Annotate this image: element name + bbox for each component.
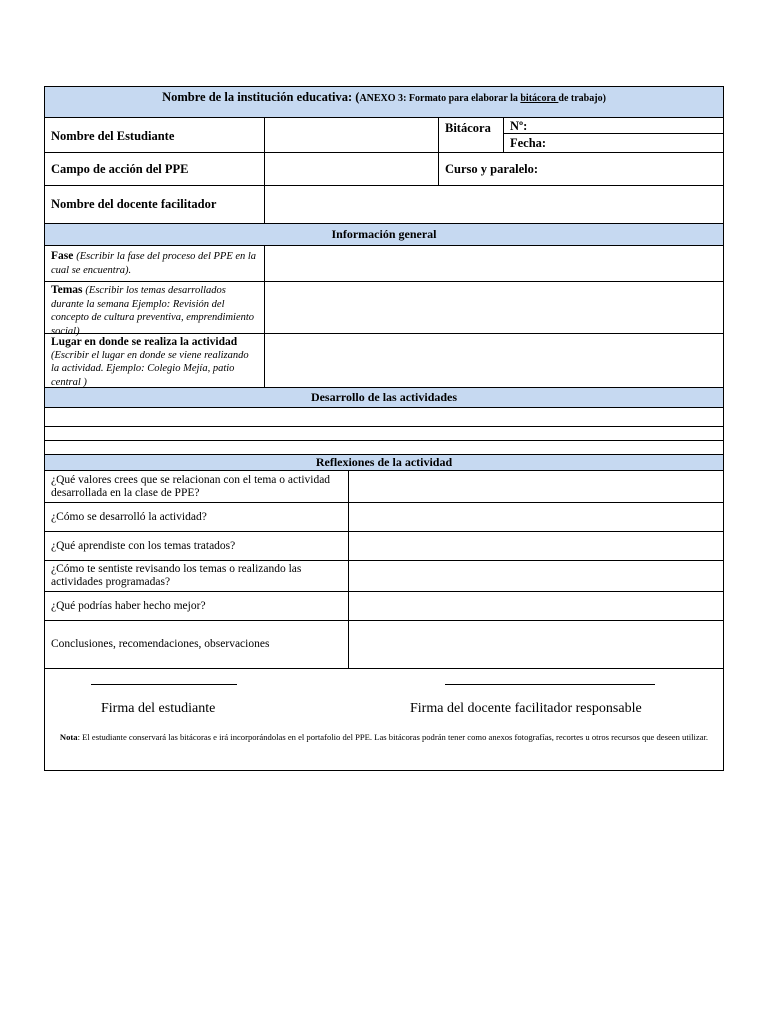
desarrollo-line-3[interactable] <box>45 441 723 455</box>
fase-row <box>45 246 723 282</box>
student-signature-line[interactable] <box>91 684 237 685</box>
answer-sentiste[interactable] <box>348 561 723 591</box>
info-title: Información general <box>331 227 437 241</box>
campo-label: Campo de acción del PPE <box>51 161 189 176</box>
answer-como-desarrollo[interactable] <box>348 503 723 531</box>
bitacora-date-field[interactable]: Fecha: <box>510 136 547 150</box>
question-mejor: ¿Qué podrías haber hecho mejor? <box>51 599 206 612</box>
desarrollo-title: Desarrollo de las actividades <box>310 390 458 404</box>
answer-aprendiste[interactable] <box>348 532 723 560</box>
question-sentiste: ¿Cómo te sentiste revisando los temas o realizando las actividades programadas? <box>51 563 302 588</box>
temas-row <box>45 282 723 337</box>
reflexion-row <box>45 532 723 561</box>
teacher-signature-label: Firma del docente facilitador responsable <box>410 701 642 716</box>
student-signature-label: Firma del estudiante <box>101 701 216 716</box>
fase-label: Fase (Escribir la fase del proceso del PPE en la cual se encuentra). <box>51 250 257 276</box>
desarrollo-line-1[interactable] <box>45 408 723 427</box>
lugar-label: Lugar en donde se realiza la actividad (Escribir el lugar en donde se viene realizando la actividad. Ejemplo: Colegio Mejía, patio central ) <box>51 336 249 388</box>
teacher-signature-line[interactable] <box>445 684 655 685</box>
student-name-field[interactable] <box>264 118 438 152</box>
bitacora-form <box>44 86 724 771</box>
fase-hint: (Escribir la fase del proceso del PPE en la cual se encuentra). <box>51 251 257 276</box>
answer-mejor[interactable] <box>348 592 723 620</box>
temas-hint: (Escribir los temas desarrollados durante la semana Ejemplo: Revisión del concepto de cultura preventiva, emprendimiento social) <box>51 285 255 337</box>
reflexion-row <box>45 621 723 669</box>
curso-field[interactable]: Curso y paralelo: <box>438 153 723 185</box>
reflexion-row <box>45 561 723 592</box>
nota-text: Nota: El estudiante conservará las bitácoras e irá incorporándolas en el portafolio del PPE. Las bitácoras podrán tener como anexos fotografías, recortes u otros recursos que deseen utilizar. <box>59 732 709 742</box>
docente-field[interactable] <box>264 186 723 223</box>
reflexion-row <box>45 503 723 532</box>
signature-section <box>45 669 723 771</box>
answer-conclusiones[interactable] <box>348 621 723 668</box>
student-row <box>45 118 723 153</box>
annex-label: ANEXO 3 <box>359 93 404 104</box>
institution-label: Nombre de la institución educativa: ( <box>162 90 360 104</box>
temas-field[interactable] <box>264 282 723 333</box>
docente-label: Nombre del docente facilitador <box>51 197 217 211</box>
question-valores: ¿Qué valores crees que se relacionan con el tema o actividad desarrollada en la clase de PPE? <box>51 473 331 499</box>
lugar-hint: (Escribir el lugar en donde se viene realizando la actividad. Ejemplo: Colegio Mejía, patio central ) <box>51 349 249 388</box>
campo-field[interactable] <box>264 153 438 185</box>
answer-valores[interactable] <box>348 471 723 502</box>
lugar-row <box>45 334 723 388</box>
form-header <box>45 87 723 118</box>
question-como-desarrollo: ¿Cómo se desarrolló la actividad? <box>51 510 207 523</box>
bitacora-number-field[interactable]: Nº: <box>504 118 723 134</box>
question-conclusiones: Conclusiones, recomendaciones, observaciones <box>51 638 270 650</box>
form-title: Nombre de la institución educativa: (ANEXO 3: Formato para elaborar la bitácora de trabajo) <box>162 90 606 104</box>
student-name-label: Nombre del Estudiante <box>51 128 175 143</box>
desarrollo-header <box>45 388 723 408</box>
reflexion-row <box>45 592 723 621</box>
info-header <box>45 224 723 246</box>
reflexiones-title: Reflexiones de la actividad <box>315 455 453 469</box>
nota-label: Nota <box>59 732 78 742</box>
campo-row <box>45 153 723 186</box>
desarrollo-line-2[interactable] <box>45 427 723 441</box>
temas-label: Temas (Escribir los temas desarrollados durante la semana Ejemplo: Revisión del concepto de cultura preventiva, emprendimiento social) <box>51 284 255 337</box>
docente-row <box>45 186 723 224</box>
fase-field[interactable] <box>264 246 723 281</box>
lugar-field[interactable] <box>264 334 723 387</box>
reflexiones-header <box>45 455 723 471</box>
question-aprendiste: ¿Qué aprendiste con los temas tratados? <box>51 539 236 552</box>
reflexion-row <box>45 471 723 503</box>
bitacora-label: Bitácora <box>438 118 503 152</box>
